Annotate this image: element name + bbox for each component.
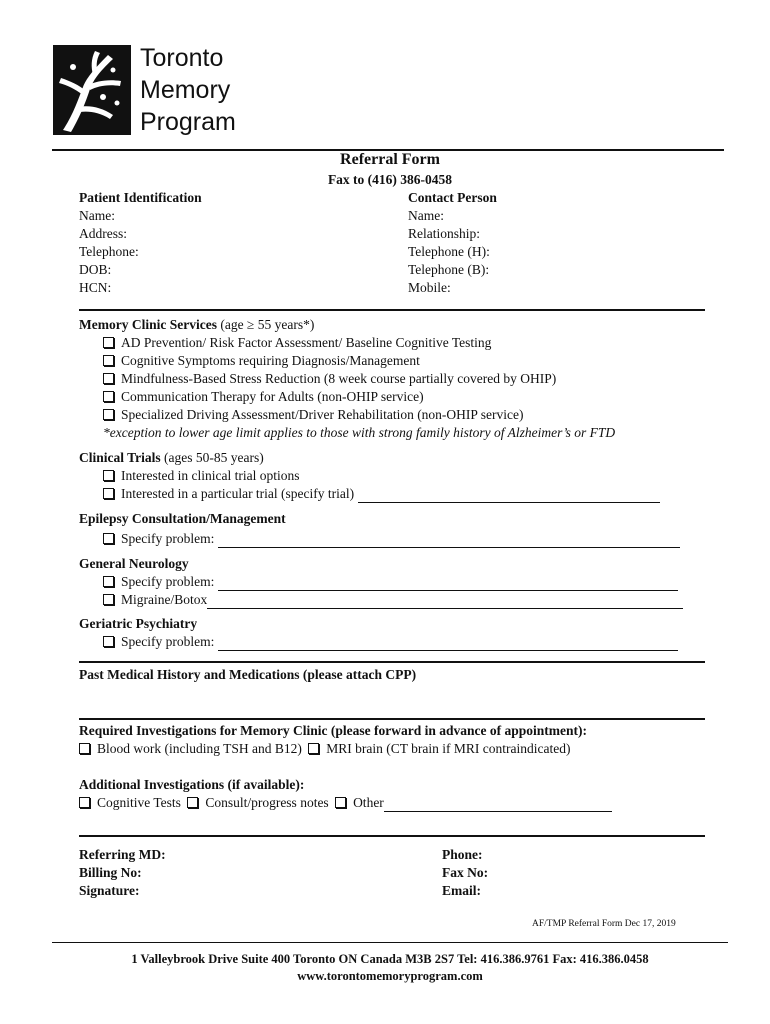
billing-no-label: Billing No:	[79, 865, 142, 880]
referring-right	[442, 846, 488, 900]
specify-trial-field[interactable]	[358, 490, 660, 503]
neurology-option[interactable]: Migraine/Botox	[103, 591, 683, 609]
clinical-trial-option[interactable]: Interested in a particular trial (specify trial)	[103, 485, 660, 503]
form-version: AF/TMP Referral Form Dec 17, 2019	[532, 919, 676, 929]
geriatric-heading: Geriatric Psychiatry	[79, 616, 198, 631]
checkbox[interactable]	[103, 488, 114, 499]
contact-relationship-label: Relationship:	[408, 226, 480, 241]
coral-branch-icon	[53, 45, 131, 135]
patient-name-label: Name:	[79, 208, 115, 223]
epilepsy-problem-field[interactable]	[218, 535, 680, 548]
divider	[79, 309, 705, 311]
contact-heading: Contact Person	[408, 190, 497, 205]
checkbox[interactable]	[103, 636, 114, 647]
checkbox[interactable]	[103, 470, 114, 481]
checkbox[interactable]	[103, 409, 114, 420]
contact-telephone-h-label: Telephone (H):	[408, 244, 490, 259]
consult-notes-option[interactable]: Consult/progress notes	[205, 795, 329, 810]
contact-mobile-label: Mobile:	[408, 280, 451, 295]
footer-website[interactable]: www.torontomemoryprogram.com	[297, 969, 483, 983]
patient-hcn-label: HCN:	[79, 280, 112, 295]
neurology-heading: General Neurology	[79, 556, 189, 571]
checkbox[interactable]	[103, 391, 114, 402]
divider	[79, 661, 705, 663]
email-label: Email:	[442, 883, 481, 898]
memory-clinic-option[interactable]: Specialized Driving Assessment/Driver Rehabilitation (non-OHIP service)	[103, 406, 524, 424]
epilepsy-option[interactable]: Specify problem:	[103, 530, 680, 548]
required-investigations-options	[79, 740, 570, 758]
checkbox[interactable]	[79, 797, 90, 808]
memory-clinic-option[interactable]: Cognitive Symptoms requiring Diagnosis/Management	[103, 352, 420, 370]
patient-identification	[79, 189, 202, 297]
referring-left	[79, 846, 166, 900]
fax-number: Fax to (416) 386-0458	[327, 172, 453, 187]
neurology-problem-field[interactable]	[218, 578, 678, 591]
mri-option[interactable]: MRI brain (CT brain if MRI contraindicated)	[326, 741, 571, 756]
divider	[79, 718, 705, 720]
checkbox[interactable]	[103, 355, 114, 366]
memory-clinic-option[interactable]: AD Prevention/ Risk Factor Assessment/ Baseline Cognitive Testing	[103, 334, 491, 352]
additional-investigations-heading: Additional Investigations (if available):	[79, 777, 305, 792]
checkbox[interactable]	[103, 337, 114, 348]
past-history-heading: Past Medical History and Medications (please attach CPP)	[79, 667, 417, 682]
other-option[interactable]: Other	[353, 795, 384, 810]
epilepsy-heading: Epilepsy Consultation/Management	[79, 511, 286, 526]
footer-address: 1 Valleybrook Drive Suite 400 Toronto ON Canada M3B 2S7 Tel: 416.386.9761 Fax: 416.386.0458	[131, 952, 649, 966]
checkbox[interactable]	[335, 797, 346, 808]
other-field[interactable]	[384, 799, 612, 812]
signature-label: Signature:	[79, 883, 140, 898]
migraine-botox-field[interactable]	[207, 596, 683, 609]
logo-mark	[53, 45, 131, 135]
divider	[79, 835, 705, 837]
geriatric-option[interactable]: Specify problem:	[103, 633, 678, 651]
checkbox[interactable]	[103, 533, 114, 544]
page-title: Referral Form	[340, 151, 440, 168]
logo-text: Toronto Memory Program	[140, 44, 236, 136]
memory-clinic-option[interactable]: Communication Therapy for Adults (non-OHIP service)	[103, 388, 424, 406]
blood-work-option[interactable]: Blood work (including TSH and B12)	[97, 741, 302, 756]
contact-telephone-b-label: Telephone (B):	[408, 262, 490, 277]
additional-investigations-options	[79, 794, 612, 812]
divider	[52, 942, 728, 943]
patient-address-label: Address:	[79, 226, 127, 241]
patient-heading: Patient Identification	[79, 190, 202, 205]
neurology-option[interactable]: Specify problem:	[103, 573, 678, 591]
clinical-trials-heading: Clinical Trials (ages 50-85 years)	[79, 450, 264, 465]
contact-person	[408, 189, 497, 297]
memory-clinic-option[interactable]: Mindfulness-Based Stress Reduction (8 week course partially covered by OHIP)	[103, 370, 556, 388]
patient-dob-label: DOB:	[79, 262, 112, 277]
checkbox[interactable]	[79, 743, 90, 754]
memory-clinic-heading: Memory Clinic Services (age ≥ 55 years*)	[79, 317, 315, 332]
patient-telephone-label: Telephone:	[79, 244, 139, 259]
clinical-trial-option[interactable]: Interested in clinical trial options	[103, 467, 299, 485]
checkbox[interactable]	[103, 373, 114, 384]
contact-name-label: Name:	[408, 208, 444, 223]
checkbox[interactable]	[187, 797, 198, 808]
cognitive-tests-option[interactable]: Cognitive Tests	[97, 795, 181, 810]
fax-no-label: Fax No:	[442, 865, 489, 880]
checkbox[interactable]	[103, 576, 114, 587]
age-exception-note: *exception to lower age limit applies to those with strong family history of Alzheimer’s or FTD	[103, 425, 616, 440]
geriatric-problem-field[interactable]	[218, 638, 678, 651]
checkbox[interactable]	[103, 594, 114, 605]
checkbox[interactable]	[308, 743, 319, 754]
required-investigations-heading: Required Investigations for Memory Clinic (please forward in advance of appointment):	[79, 723, 587, 738]
phone-label: Phone:	[442, 847, 483, 862]
referring-md-label: Referring MD:	[79, 847, 166, 862]
